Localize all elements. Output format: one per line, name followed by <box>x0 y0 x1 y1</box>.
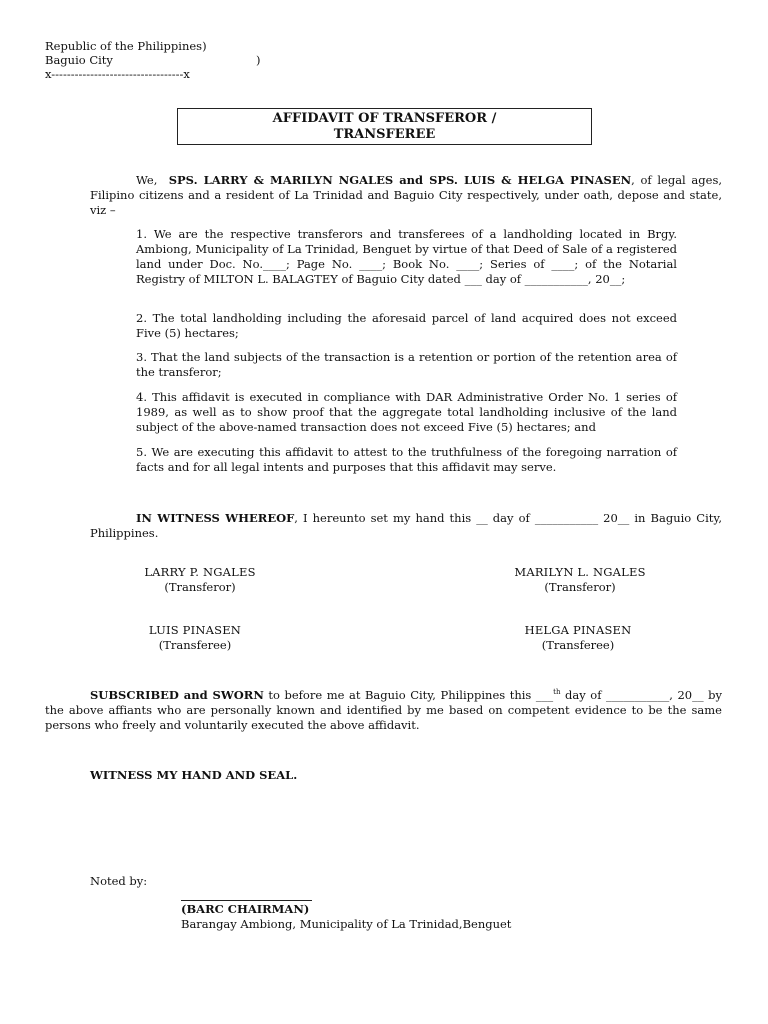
signatory-name: LUIS PINASEN <box>148 623 242 637</box>
intro-we: We, <box>136 173 158 187</box>
clause-3: 3. That the land subjects of the transaction is a retention or portion of the retention area of the transferor; <box>136 350 677 379</box>
chairman-location: Barangay Ambiong, Municipality of La Trinidad,Benguet <box>181 917 512 931</box>
signatory-role: (Transferor) <box>164 580 236 594</box>
witness-seal: WITNESS MY HAND AND SEAL. <box>90 768 298 782</box>
intro-paragraph <box>90 173 722 218</box>
signatory-marilyn <box>490 565 670 595</box>
venue-republic: Republic of the Philippines) <box>45 39 207 53</box>
title-line-1: AFFIDAVIT OF TRANSFEROR / <box>272 111 497 126</box>
chairman-title: (BARC CHAIRMAN) <box>181 902 310 916</box>
signatory-role: (Transferee) <box>158 638 232 652</box>
witness-rest: , I hereunto set my hand this __ day of ___________ 20__ in Baguio City, Philippines. <box>90 511 722 540</box>
jurat-part-1: to before me at Baguio City, Philippines this ___ <box>263 688 554 702</box>
document-title <box>177 108 592 145</box>
jurat-superscript: th <box>553 688 561 697</box>
signatory-name: HELGA PINASEN <box>524 623 632 637</box>
jurat-part-2: day of ___________, 20__ by the above affiants who are personally known and identified by me based on competent evidence to be the same persons who freely and voluntarily executed the above affidavit. <box>45 688 723 732</box>
signatory-role: (Transferor) <box>544 580 616 594</box>
intro-rest: , of legal ages, Filipino citizens and a resident of La Trinidad and Baguio City respectively, under oath, depose and state, viz – <box>90 173 722 217</box>
clause-5: 5. We are executing this affidavit to attest to the truthfulness of the foregoing narration of facts and for all legal intents and purposes that this affidavit may serve. <box>136 445 677 474</box>
signatory-name: MARILYN L. NGALES <box>514 565 646 579</box>
witness-bold: IN WITNESS WHEREOF <box>136 511 295 525</box>
venue-paren: ) <box>256 53 261 67</box>
noted-by-label: Noted by: <box>90 874 148 888</box>
jurat-bold: SUBSCRIBED and SWORN <box>90 688 264 702</box>
witness-paragraph <box>90 511 722 541</box>
title-line-2: TRANSFEREE <box>333 127 436 142</box>
jurat-paragraph <box>45 688 722 733</box>
signatory-luis <box>115 623 275 653</box>
chairman-signature-line <box>181 900 312 901</box>
clause-1: 1. We are the respective transferors and transferees of a landholding located in Brgy. Ambiong, Municipality of La Trinidad, Benguet by virtue of that Deed of Sale of a registered land under Doc. No.____; Page No. ____; Book No. ____; Series of ____; of the Notarial Registry of MILTON L. BALAGTEY of Baguio City dated ___ day of ___________, 20__; <box>136 227 677 286</box>
venue-city: Baguio City <box>45 53 113 67</box>
clause-4: 4. This affidavit is executed in compliance with DAR Administrative Order No. 1 series of 1989, as well as to show proof that the aggregate total landholding inclusive of the land subject of the above-named transaction does not exceed Five (5) hectares; and <box>136 390 677 434</box>
signatory-role: (Transferee) <box>541 638 615 652</box>
chairman-block <box>181 902 511 932</box>
signatory-helga <box>488 623 668 653</box>
clause-2: 2. The total landholding including the aforesaid parcel of land acquired does not exceed Five (5) hectares; <box>136 311 677 340</box>
signatory-larry <box>120 565 280 595</box>
venue-block <box>45 39 261 81</box>
venue-city-line <box>45 53 261 67</box>
intro-parties: SPS. LARRY & MARILYN NGALES and SPS. LUIS & HELGA PINASEN <box>168 173 632 187</box>
venue-separator: x----------------------------------x <box>45 67 190 81</box>
signatory-name: LARRY P. NGALES <box>144 565 256 579</box>
